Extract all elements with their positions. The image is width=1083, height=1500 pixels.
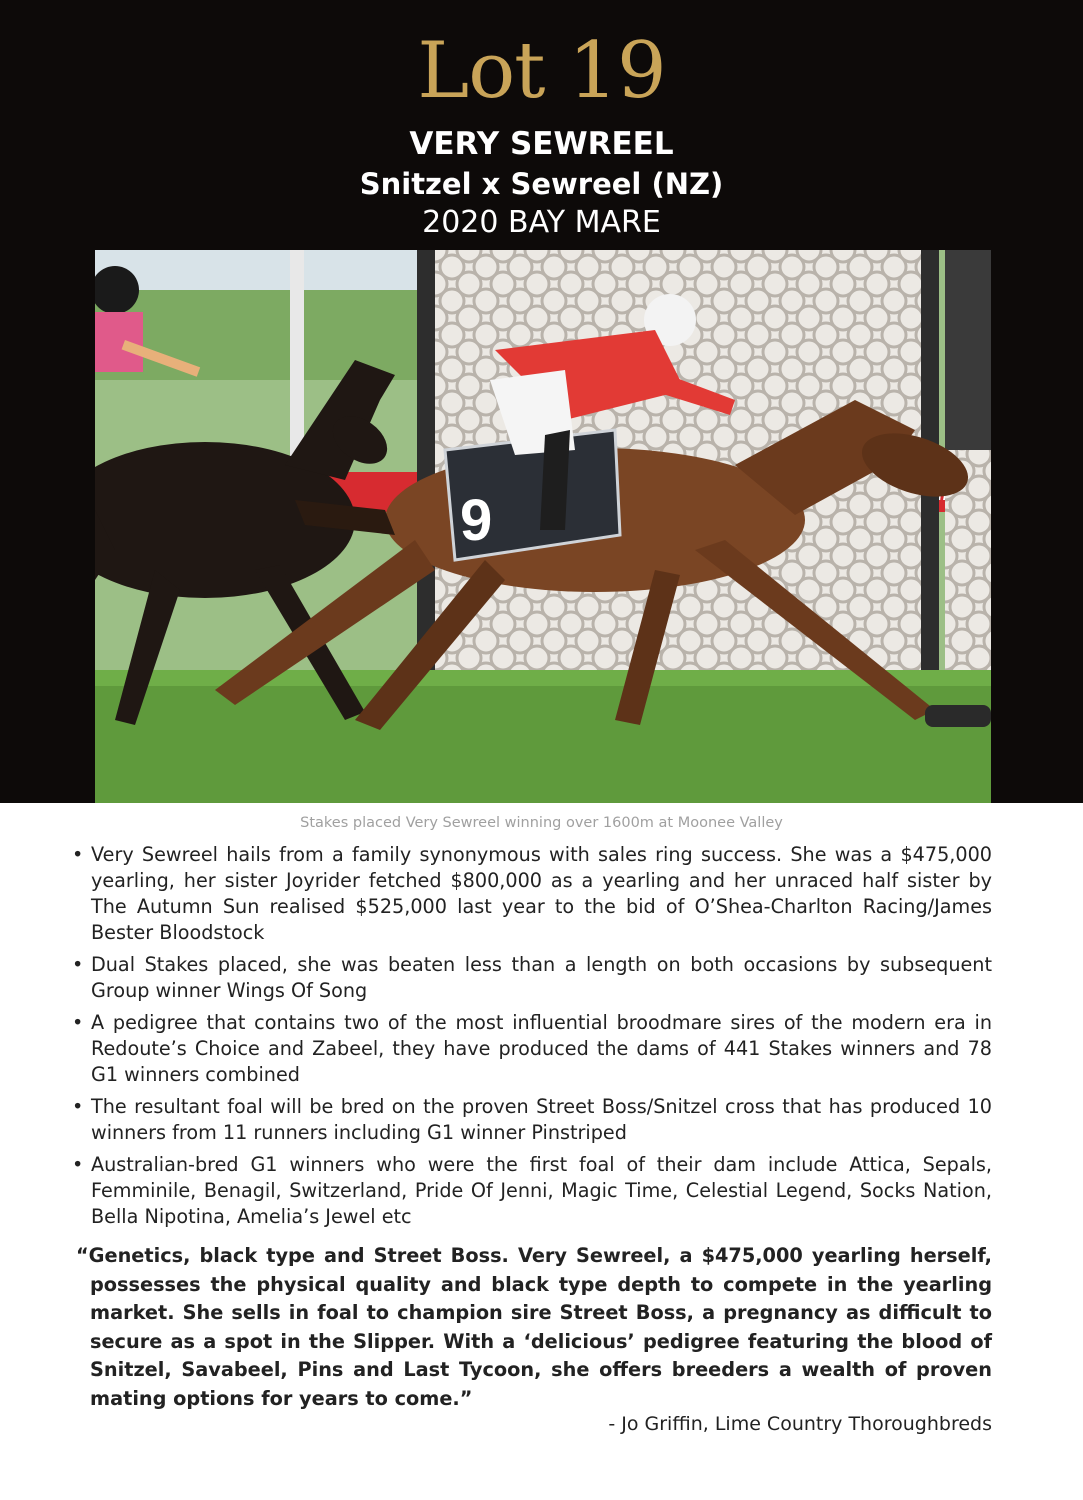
horse-descriptor: 2020 BAY MARE — [422, 205, 661, 240]
bullet-marker: • — [72, 1095, 84, 1118]
saddlecloth-number: 9 — [460, 488, 493, 553]
infield-grass — [95, 290, 425, 380]
dark-panel — [945, 250, 991, 450]
bullet-marker: • — [72, 953, 84, 976]
list-item — [72, 952, 992, 1004]
bullet-marker: • — [72, 843, 84, 866]
list-item-text: Australian-bred G1 winners who were the first foal of their dam include Attica, Sepals, Femminile, Benagil, Switzerland, Pride Of Jenni, Magic Time, Celestial Legend, Socks Nation, Bella Nipotina, Amelia’s Jewel etc — [91, 1153, 992, 1228]
horse-name: VERY SEWREEL — [409, 126, 674, 162]
lot-title: Lot 19 — [417, 26, 666, 116]
list-item — [72, 1152, 992, 1230]
race-photo-illustration — [95, 250, 991, 803]
highlights-list — [72, 842, 992, 1236]
list-item — [72, 1094, 992, 1146]
list-item — [72, 1010, 992, 1088]
list-item — [72, 842, 992, 946]
bullet-marker: • — [72, 1011, 84, 1034]
list-item-text: A pedigree that contains two of the most influential broodmare sires of the modern era in Redoute’s Choice and Zabeel, they have produced the dams of 441 Stakes winners and 78 G1 winners combined — [91, 1011, 992, 1086]
testimonial-quote: “Genetics, black type and Street Boss. Very Sewreel, a $475,000 yearling herself, possesses the physical quality and black type depth to compete in the yearling market. She sells in foal to champion sire Street Boss, a pregnancy as difficult to secure as a spot in the Slipper. With a ‘delicious’ pedigree featuring the blood of Snitzel, Savabeel, Pins and Last Tycoon, she offers breeders a wealth of proven mating options for years to come.” — [76, 1244, 992, 1410]
pedigree-line: Snitzel x Sewreel (NZ) — [359, 167, 724, 201]
race-photo — [95, 250, 991, 803]
list-item-text: Very Sewreel hails from a family synonymous with sales ring success. She was a $475,000 yearling, her sister Joyrider fetched $800,000 as a yearling and her unraced half sister by The Autumn Sun realised $525,000 last year to the bid of O’Shea-Charlton Racing/James Bester Bloodstock — [91, 843, 992, 944]
list-item-text: Dual Stakes placed, she was beaten less than a length on both occasions by subsequent Group winner Wings Of Song — [91, 953, 992, 1002]
camera-lens — [925, 705, 991, 727]
quote-attribution: - Jo Griffin, Lime Country Thoroughbreds — [608, 1413, 992, 1435]
list-item-text: The resultant foal will be bred on the proven Street Boss/Snitzel cross that has produced 10 winners from 11 runners including G1 winner Pinstriped — [91, 1095, 992, 1144]
photo-caption: Stakes placed Very Sewreel winning over 1600m at Moonee Valley — [300, 815, 783, 831]
bullet-marker: • — [72, 1153, 84, 1176]
